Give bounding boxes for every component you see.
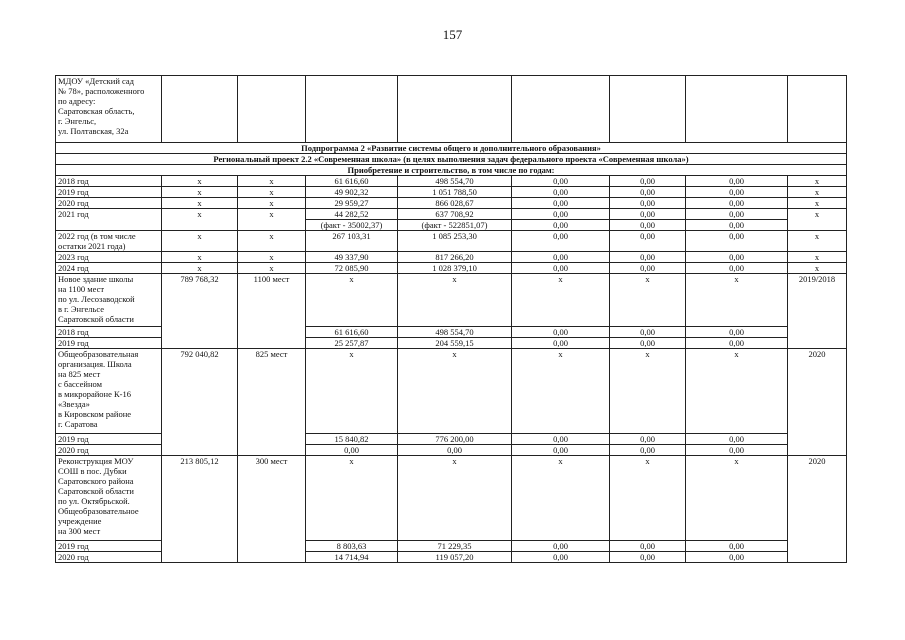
table-cell: 0,00 <box>512 434 610 445</box>
table-cell: 0,00 <box>686 231 788 252</box>
table-cell: 1 028 379,10 <box>398 263 512 274</box>
table-cell: 14 714,94 <box>306 552 398 563</box>
table-cell: х <box>686 456 788 541</box>
table-cell: х <box>162 252 238 263</box>
object-name-cell: Реконструкция МОУ СОШ в пос. Дубки Саратовского района Саратовской области по ул. Октябрьской. Общеобразовательное учреждение на 300 мест <box>56 456 162 541</box>
table-cell: 0,00 <box>686 220 788 231</box>
table-cell: х <box>238 263 306 274</box>
table-cell: 72 085,90 <box>306 263 398 274</box>
table-row <box>56 349 847 434</box>
table-cell: 267 103,31 <box>306 231 398 252</box>
year-cell: 2023 год <box>56 252 162 263</box>
table-cell: 866 028,67 <box>398 198 512 209</box>
object-period-cell: 2020 <box>788 349 847 456</box>
year-cell: 2019 год <box>56 541 162 552</box>
year-cell: 2022 год (в том числе остатки 2021 года) <box>56 231 162 252</box>
table-cell: 119 057,20 <box>398 552 512 563</box>
table-cell: 0,00 <box>686 187 788 198</box>
table-cell: 8 803,63 <box>306 541 398 552</box>
object-name-cell: Общеобразовательная организация. Школа на 825 мест с бассейном в микрорайоне К-16 «Звезда» в Кировском районе г. Саратова <box>56 349 162 434</box>
table-cell: 637 708,92 <box>398 209 512 220</box>
table-cell: х <box>686 349 788 434</box>
table-cell: 1 051 788,50 <box>398 187 512 198</box>
object-cost-cell: 792 040,82 <box>162 349 238 456</box>
table-cell: 1 085 253,30 <box>398 231 512 252</box>
table-cell: х <box>788 209 847 231</box>
table-cell: х <box>788 176 847 187</box>
table-cell: 0,00 <box>306 445 398 456</box>
year-cell: 2024 год <box>56 263 162 274</box>
table-cell: 498 554,70 <box>398 327 512 338</box>
table-cell: 0,00 <box>686 338 788 349</box>
table-cell: х <box>512 456 610 541</box>
table-cell: 0,00 <box>610 176 686 187</box>
table-cell: х <box>306 456 398 541</box>
table-cell: 0,00 <box>610 220 686 231</box>
table-cell: 0,00 <box>610 552 686 563</box>
table-cell: 0,00 <box>610 338 686 349</box>
table-row <box>56 209 847 220</box>
year-cell: 2019 год <box>56 187 162 198</box>
table-cell: 0,00 <box>610 327 686 338</box>
table-cell: 29 959,27 <box>306 198 398 209</box>
table-cell: 817 266,20 <box>398 252 512 263</box>
object-capacity-cell: 1100 мест <box>238 274 306 349</box>
table-cell: х <box>162 263 238 274</box>
object-period-cell: 2020 <box>788 456 847 563</box>
table-row <box>56 252 847 263</box>
table-cell: (факт - 35002,37) <box>306 220 398 231</box>
table-cell: 0,00 <box>610 263 686 274</box>
table-cell: х <box>398 456 512 541</box>
project-title: Региональный проект 2.2 «Современная школа» (в целях выполнения задач федерального проекта «Современная школа») <box>56 154 847 165</box>
table-cell: 0,00 <box>512 176 610 187</box>
table-cell: х <box>610 456 686 541</box>
table-cell: 0,00 <box>512 198 610 209</box>
table-cell: х <box>306 349 398 434</box>
table-cell: 0,00 <box>610 445 686 456</box>
table-cell: (факт - 522851,07) <box>398 220 512 231</box>
table-cell: 498 554,70 <box>398 176 512 187</box>
table-cell: х <box>162 209 238 231</box>
table-cell: х <box>162 231 238 252</box>
table-cell: х <box>610 274 686 327</box>
table-cell: 0,00 <box>686 198 788 209</box>
table-cell: х <box>788 231 847 252</box>
subprogram-title: Подпрограмма 2 «Развитие системы общего и дополнительного образования» <box>56 143 847 154</box>
table-cell: х <box>238 187 306 198</box>
table-cell: х <box>398 349 512 434</box>
table-cell: 204 559,15 <box>398 338 512 349</box>
table-cell: 71 229,35 <box>398 541 512 552</box>
table-cell: 0,00 <box>686 552 788 563</box>
table-cell: х <box>788 252 847 263</box>
table-cell: 0,00 <box>512 327 610 338</box>
table-cell: х <box>162 187 238 198</box>
year-cell: 2019 год <box>56 434 162 445</box>
table-cell: х <box>238 176 306 187</box>
year-cell: 2020 год <box>56 552 162 563</box>
table-cell: 0,00 <box>512 231 610 252</box>
table-cell: 776 200,00 <box>398 434 512 445</box>
table-cell: х <box>306 274 398 327</box>
table-cell: 0,00 <box>610 252 686 263</box>
table-cell: 0,00 <box>610 198 686 209</box>
table-cell: х <box>610 349 686 434</box>
year-cell: 2020 год <box>56 198 162 209</box>
table-cell: 0,00 <box>686 252 788 263</box>
table-cell: 0,00 <box>610 209 686 220</box>
table-cell: х <box>512 274 610 327</box>
table-cell: 0,00 <box>686 263 788 274</box>
table-cell: 0,00 <box>512 187 610 198</box>
object-cost-cell: 213 805,12 <box>162 456 238 563</box>
table-cell: 61 616,60 <box>306 176 398 187</box>
table-cell: х <box>788 263 847 274</box>
table-cell: 0,00 <box>686 327 788 338</box>
financing-table <box>55 75 847 563</box>
section-row <box>56 143 847 154</box>
table-cell: х <box>512 349 610 434</box>
table-cell: 0,00 <box>512 338 610 349</box>
object-name-cell: МДОУ «Детский сад № 78», расположенного по адресу: Саратовская область, г. Энгельс, ул. Полтавская, 32а <box>56 76 162 143</box>
table-cell: 0,00 <box>610 541 686 552</box>
table-row <box>56 176 847 187</box>
table-cell: х <box>788 198 847 209</box>
table-cell: х <box>238 209 306 231</box>
table-row <box>56 187 847 198</box>
table-cell: 0,00 <box>686 434 788 445</box>
table-cell: х <box>238 252 306 263</box>
section-title: Приобретение и строительство, в том числе по годам: <box>56 165 847 176</box>
table-cell: 0,00 <box>512 552 610 563</box>
table-cell: х <box>238 198 306 209</box>
table-cell: 61 616,60 <box>306 327 398 338</box>
table-cell: 0,00 <box>610 434 686 445</box>
section-row <box>56 154 847 165</box>
table-row <box>56 76 847 143</box>
object-capacity-cell: 300 мест <box>238 456 306 563</box>
table-cell: 0,00 <box>686 209 788 220</box>
table-row <box>56 274 847 327</box>
table-cell: х <box>162 198 238 209</box>
table-cell: х <box>162 176 238 187</box>
table-cell: 0,00 <box>610 231 686 252</box>
table-cell: 0,00 <box>686 176 788 187</box>
year-cell: 2020 год <box>56 445 162 456</box>
table-cell: 49 337,90 <box>306 252 398 263</box>
table-cell: 0,00 <box>686 445 788 456</box>
table-cell: х <box>686 274 788 327</box>
table-cell: 0,00 <box>398 445 512 456</box>
table-cell: х <box>398 274 512 327</box>
year-cell: 2021 год <box>56 209 162 231</box>
table-cell: 0,00 <box>512 445 610 456</box>
object-name-cell: Новое здание школы на 1100 мест по ул. Лесозаводской в г. Энгельсе Саратовской области <box>56 274 162 327</box>
table-cell: 25 257,87 <box>306 338 398 349</box>
table-cell: 0,00 <box>512 209 610 220</box>
table-cell: 44 282,52 <box>306 209 398 220</box>
table-cell: 0,00 <box>686 541 788 552</box>
table-cell: х <box>788 187 847 198</box>
table-row <box>56 263 847 274</box>
object-cost-cell: 789 768,32 <box>162 274 238 349</box>
table-row <box>56 231 847 252</box>
table-cell: х <box>238 231 306 252</box>
page-number: 157 <box>442 27 463 42</box>
object-period-cell: 2019/2018 <box>788 274 847 349</box>
table-cell: 49 902,32 <box>306 187 398 198</box>
table-cell: 0,00 <box>512 541 610 552</box>
table-cell: 0,00 <box>610 187 686 198</box>
table-cell: 0,00 <box>512 252 610 263</box>
year-cell: 2019 год <box>56 338 162 349</box>
object-capacity-cell: 825 мест <box>238 349 306 456</box>
table-cell: 0,00 <box>512 263 610 274</box>
year-cell: 2018 год <box>56 327 162 338</box>
year-cell: 2018 год <box>56 176 162 187</box>
table-cell: 0,00 <box>512 220 610 231</box>
section-row <box>56 165 847 176</box>
table-row <box>56 456 847 541</box>
table-cell: 15 840,82 <box>306 434 398 445</box>
table-row <box>56 198 847 209</box>
